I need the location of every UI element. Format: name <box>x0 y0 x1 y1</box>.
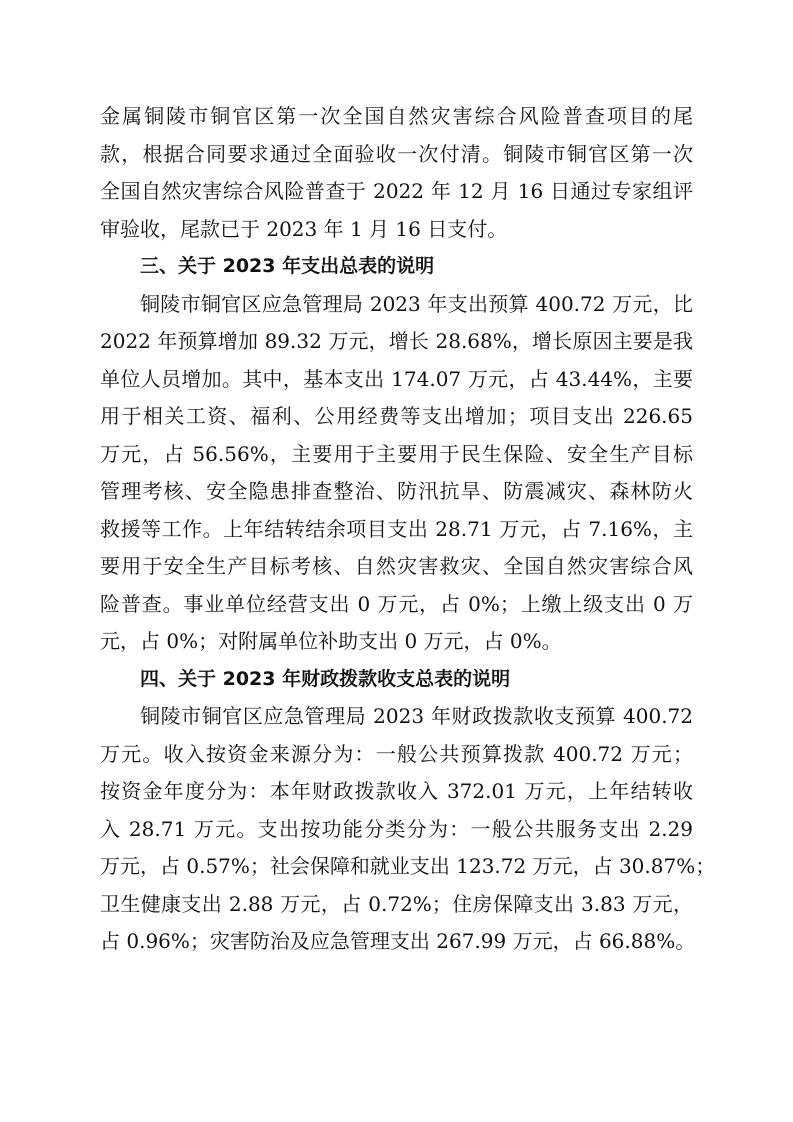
text-line: 按资金年度分为：本年财政拨款收入 372.01 万元，上年结转收 <box>100 779 693 803</box>
text-line: 款，根据合同要求通过全面验收一次付清。铜陵市铜官区第一次 <box>100 141 693 166</box>
text-line: 险普查。事业单位经营支出 0 万元，占 0%；上缴上级支出 0 万 <box>100 591 693 616</box>
text-line: 入 28.71 万元。支出按功能分类分为：一般公共服务支出 2.29 <box>100 816 693 841</box>
text-line: 单位人员增加。其中，基本支出 174.07 万元，占 43.44%，主要 <box>100 366 693 391</box>
paragraph-continuation <box>100 98 693 248</box>
text-line: 2022 年预算增加 89.32 万元，增长 28.68%，增长原因主要是我 <box>100 329 693 353</box>
text-line: 万元，占 56.56%，主要用于主要用于民生保险、安全生产目标 <box>100 441 693 466</box>
text-line: 万元，占 0.57%；社会保障和就业支出 123.72 万元，占 30.87%； <box>100 854 716 878</box>
text-line: 救援等工作。上年结转结余项目支出 28.71 万元，占 7.16%，主 <box>100 516 693 541</box>
text-line: 铜陵市铜官区应急管理局 2023 年财政拨款收支预算 400.72 <box>140 704 693 728</box>
text-line: 占 0.96%；灾害防治及应急管理支出 267.99 万元，占 66.88%。 <box>100 929 696 953</box>
text-line: 卫生健康支出 2.88 万元，占 0.72%；住房保障支出 3.83 万元， <box>100 891 693 916</box>
text-line: 全国自然灾害综合风险普查于 2022 年 12 月 16 日通过专家组评 <box>100 179 693 203</box>
section-heading-three: 三、关于 2023 年支出总表的说明 <box>140 255 435 277</box>
text-line: 管理考核、安全隐患排查整治、防汛抗旱、防震减灾、森林防火 <box>100 479 693 503</box>
paragraph-fiscal-appropriation <box>100 698 716 961</box>
paragraph-expenditure-summary <box>100 286 693 661</box>
text-line: 铜陵市铜官区应急管理局 2023 年支出预算 400.72 万元，比 <box>140 291 693 316</box>
text-line: 审验收，尾款已于 2023 年 1 月 16 日支付。 <box>100 216 508 241</box>
text-line: 金属铜陵市铜官区第一次全国自然灾害综合风险普查项目的尾 <box>100 104 693 128</box>
document-body <box>100 98 716 961</box>
text-line: 要用于安全生产目标考核、自然灾害救灾、全国自然灾害综合风 <box>100 554 693 578</box>
text-line: 用于相关工资、福利、公用经费等支出增加；项目支出 226.65 <box>100 404 693 428</box>
section-heading-four: 四、关于 2023 年财政拨款收支总表的说明 <box>140 667 511 690</box>
text-line: 万元。收入按资金来源分为：一般公共预算拨款 400.72 万元； <box>100 741 693 766</box>
text-line: 元，占 0%；对附属单位补助支出 0 万元，占 0%。 <box>100 629 562 653</box>
